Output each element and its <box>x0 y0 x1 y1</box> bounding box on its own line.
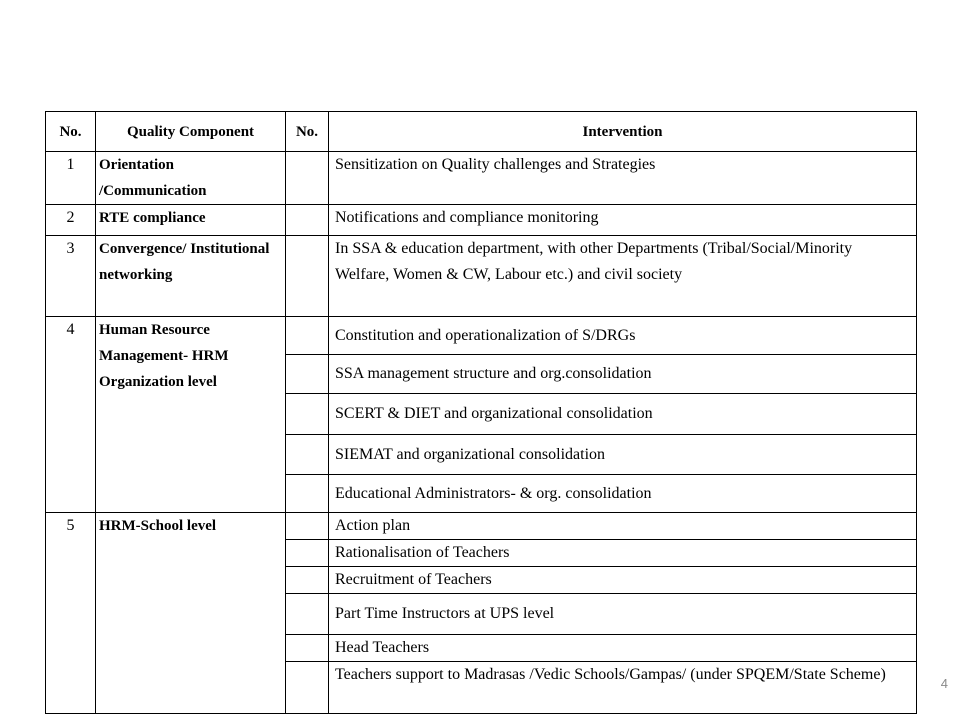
table-row <box>46 317 917 355</box>
sub-number <box>286 635 329 662</box>
sub-number <box>286 662 329 714</box>
quality-component: Convergence/ Institutional networking <box>96 236 286 317</box>
sub-number <box>286 567 329 594</box>
sub-number <box>286 355 329 394</box>
table-row <box>46 152 917 205</box>
table-row <box>46 513 917 540</box>
sub-number <box>286 394 329 435</box>
row-number: 2 <box>46 205 96 236</box>
table-header-row <box>46 112 917 152</box>
slide-number: 4 <box>940 676 948 691</box>
intervention: Notifications and compliance monitoring <box>329 205 917 236</box>
header-no-2: No. <box>286 112 329 152</box>
sub-number <box>286 236 329 317</box>
sub-number <box>286 540 329 567</box>
header-intervention: Intervention <box>329 112 917 152</box>
table-row <box>46 236 917 317</box>
quality-component: Orientation /Communication <box>96 152 286 205</box>
sub-number <box>286 152 329 205</box>
header-no: No. <box>46 112 96 152</box>
intervention: Educational Administrators- & org. consolidation <box>329 475 917 513</box>
intervention: Recruitment of Teachers <box>329 567 917 594</box>
intervention: SSA management structure and org.consolidation <box>329 355 917 394</box>
sub-number <box>286 205 329 236</box>
sub-number <box>286 435 329 475</box>
header-quality-component: Quality Component <box>96 112 286 152</box>
intervention: SCERT & DIET and organizational consolidation <box>329 394 917 435</box>
intervention: SIEMAT and organizational consolidation <box>329 435 917 475</box>
intervention: Constitution and operationalization of S/DRGs <box>329 317 917 355</box>
quality-intervention-table <box>45 111 917 714</box>
quality-component: HRM-School level <box>96 513 286 714</box>
sub-number <box>286 317 329 355</box>
row-number: 1 <box>46 152 96 205</box>
quality-component: Human Resource Management- HRM Organization level <box>96 317 286 513</box>
sub-number <box>286 594 329 635</box>
intervention: Action plan <box>329 513 917 540</box>
row-number: 3 <box>46 236 96 317</box>
intervention: In SSA & education department, with other Departments (Tribal/Social/Minority Welfare, Women & CW, Labour etc.) and civil society <box>329 236 917 317</box>
intervention: Teachers support to Madrasas /Vedic Schools/Gampas/ (under SPQEM/State Scheme) <box>329 662 917 714</box>
intervention: Part Time Instructors at UPS level <box>329 594 917 635</box>
row-number: 4 <box>46 317 96 513</box>
intervention: Sensitization on Quality challenges and Strategies <box>329 152 917 205</box>
sub-number <box>286 513 329 540</box>
table-row <box>46 205 917 236</box>
intervention: Head Teachers <box>329 635 917 662</box>
intervention: Rationalisation of Teachers <box>329 540 917 567</box>
quality-component: RTE compliance <box>96 205 286 236</box>
sub-number <box>286 475 329 513</box>
row-number: 5 <box>46 513 96 714</box>
